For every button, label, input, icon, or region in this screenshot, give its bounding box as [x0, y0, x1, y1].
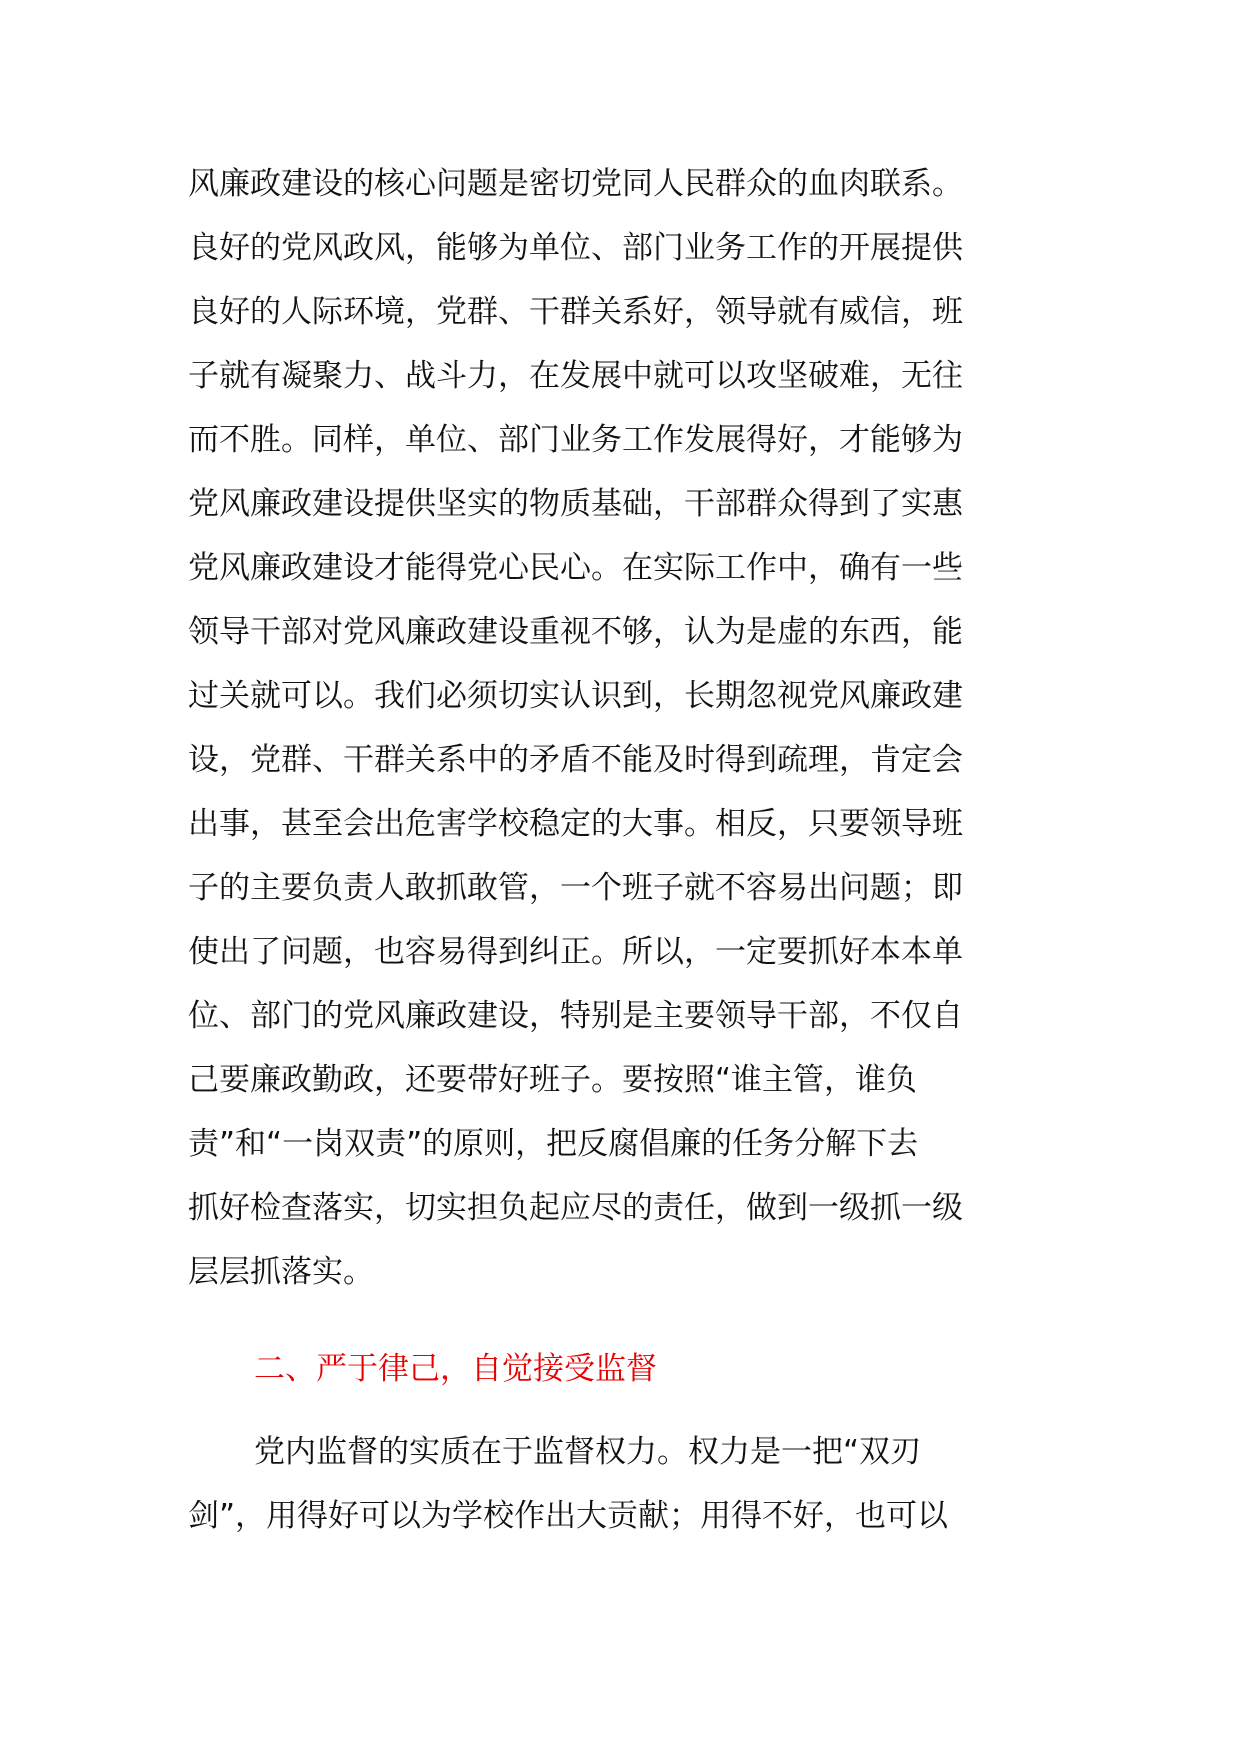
section-heading-block — [188, 1337, 1058, 1401]
text-line: 良好的人际环境，党群、干群关系好，领导就有威信，班 — [188, 294, 963, 330]
text-line: 党内监督的实质在于监督权力。权力是一把“双刃 — [254, 1434, 922, 1470]
text-line: 子的主要负责人敢抓敢管，一个班子就不容易出问题；即 — [188, 870, 963, 906]
text-line: 子就有凝聚力、战斗力，在发展中就可以攻坚破难，无往 — [188, 358, 963, 394]
text-line: 出事，甚至会出危害学校稳定的大事。相反，只要领导班 — [188, 806, 963, 842]
text-line: 抓好检查落实，切实担负起应尽的责任，做到一级抓一级 — [188, 1190, 963, 1226]
text-line: 剑”，用得好可以为学校作出大贡献；用得不好，也可以 — [188, 1498, 949, 1534]
section-heading: 二、严于律己，自觉接受监督 — [254, 1351, 657, 1387]
body-paragraph — [188, 1420, 1058, 1548]
text-line: 良好的党风政风，能够为单位、部门业务工作的开展提供 — [188, 230, 963, 266]
text-line: 己要廉政勤政，还要带好班子。要按照“谁主管，谁负 — [188, 1062, 918, 1098]
text-line: 领导干部对党风廉政建设重视不够，认为是虚的东西，能 — [188, 614, 963, 650]
text-line: 层层抓落实。 — [188, 1254, 374, 1290]
body-paragraph — [188, 152, 1058, 1304]
text-line: 党风廉政建设才能得党心民心。在实际工作中，确有一些 — [188, 550, 963, 586]
text-line: 党风廉政建设提供坚实的物质基础，干部群众得到了实惠 — [188, 486, 963, 522]
text-line: 位、部门的党风廉政建设，特别是主要领导干部，不仅自 — [188, 998, 963, 1034]
text-line: 设，党群、干群关系中的矛盾不能及时得到疏理，肯定会 — [188, 742, 963, 778]
text-line: 使出了问题，也容易得到纠正。所以，一定要抓好本本单 — [188, 934, 963, 970]
text-line: 责”和“一岗双责”的原则，把反腐倡廉的任务分解下去 — [188, 1126, 919, 1162]
text-line: 风廉政建设的核心问题是密切党同人民群众的血肉联系。 — [188, 166, 963, 202]
text-line: 过关就可以。我们必须切实认识到，长期忽视党风廉政建 — [188, 678, 963, 714]
text-line: 而不胜。同样，单位、部门业务工作发展得好，才能够为 — [188, 422, 963, 458]
